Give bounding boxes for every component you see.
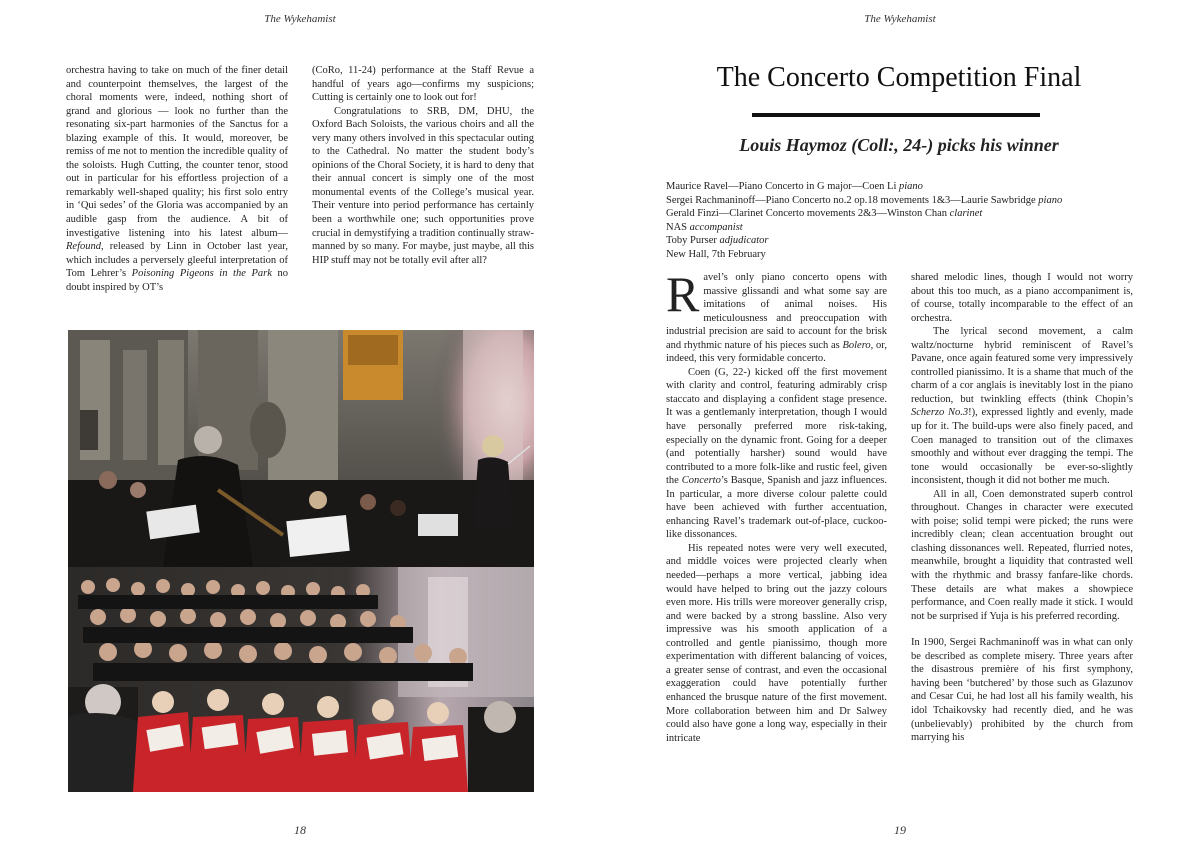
body-paragraph: Ravel’s only piano concerto opens with massive glissandi and what some say are imitations of animal noises. His meticulousness and preoccupation with industrial precision are said to account for the brisk and rhythmic nature of his pieces such as Bolero, or, indeed, this very formidable concerto. [666,266,887,365]
orchestra-photo [68,330,534,567]
body-paragraph: shared melodic lines, though I would not worry about this too much, as a piano accompaniment is, of course, totally incomparable to the effect of an orchestra. [911,272,1133,324]
italic-text: piano [1038,194,1063,206]
body-paragraph: (CoRo, 11-24) performance at the Staff Revue a handful of years ago—confirms my suspicions; Cutting is certainly one to look out for! [312,65,534,104]
body-paragraph: In 1900, Sergei Rachmaninoff was in what can only be described as complete misery. Three years after the disastrous première of his first symphony, having been ‘butchered’ by those such as Glazunov and Cesar Cui, he had lost all his family wealth, his idol Tchaikovsky had recently died, and he was (unbelievably) prohibited by the church from marrying his [911,637,1133,744]
body-paragraph: Coen (G, 22-) kicked off the first movement with clarity and control, featuring admirably crisp staccato and displaying a confident stage presence. It was a gentlemanly interpretation, though I would have personally preferred more risk-taking, especially on the dynamic front. Going for a deeper (and potentially harsher) sound would have contributed to a more folk-like and rustic feel, given the Concerto’s Basque, Spanish and jazz influences. In particular, a more diverse colour palette could have been achieved with further accentuation, enhancing Ravel’s trademark out-of-place, cuckoo-like dissonances. [666,366,888,541]
body-paragraph: orchestra having to take on much of the finer detail and counterpoint themselves, the largest of the choral moments were, indeed, nothing short of grand and glorious — look no further than the resonating six-part harmonies of the Sanctus for a blazing example of this. It would, moreover, be remiss of me not to mention the incredible quality of the soloists. Hugh Cutting, the counter tenor, stood out in particular for his effortless projection of a remarkably well-shaped quality; his first solo entry in ‘Qui sedes’ of the Gloria was accompanied by an audible gasp from the audience. A bit of investigative listening into his latest album—Refound, released by Linn in October last year, which includes a perversely gleeful interpretation of Tom Lehrer’s Poisoning Pigeons in the Park no doubt inspired by OT’s [66,65,289,293]
right-page [600,0,1200,849]
italic-text: clarinet [949,208,983,220]
italic-text: Poisoning Pigeons in the Park [131,268,272,280]
body-paragraph: All in all, Coen demonstrated superb control throughout. Changes in character were executed with poise; solid tempi were picked; the runs were incredibly clean; clean accentuation brought out clashing dissonances well. Repeated, flurried notes, meanwhile, brought a liquidity that contrasted well with the rhythmic and brassy fanfare-like chords. These details are what makes a showpiece performance, and Coen really made it stick. I would not be surprised if Yuja is his preferred recording. [911,488,1133,622]
left-column-2 [312,64,534,267]
programme-line: Gerald Finzi—Clarinet Concerto movements 2&3—Winston Chan clarinet [666,208,983,220]
title-rule [752,113,1040,117]
programme-line: New Hall, 7th February [666,248,766,260]
running-head: The Wykehamist [264,13,336,25]
body-paragraph: The lyrical second movement, a calm waltz/nocturne hybrid reminiscent of Ravel’s Pavane, once again featured some very impressively controlled pianissimo. It is a shame that much of the charm of a cor anglais is inevitably lost in the piano reduction, but twinkling effects (think Chopin’s Scherzo No.3!), expressed lightly and evenly, made up for it. The build-ups were also finely paced, and Coen managed to transition out of the climaxes smoothly and without ever dragging the tempi. The tone would occasionally be ever-so-slightly inconsistent, though it did not bother me much. [911,326,1133,487]
programme-line: Toby Purser adjudicator [666,235,769,247]
italic-text: Scherzo No.3 [911,407,969,419]
right-column-1 [666,266,888,745]
italic-text: adjudicator [719,235,769,247]
right-column-2 [911,271,1133,745]
article-byline: Louis Haymoz (Coll:, 24-) picks his winner [739,135,1059,155]
italic-text: accompanist [689,221,743,233]
left-column-1 [66,64,288,294]
page-number: 18 [294,823,306,837]
running-head: The Wykehamist [864,13,936,25]
concert-programme [666,180,1146,262]
article-title: The Concerto Competition Final [716,62,1082,93]
italic-text: Refound [66,241,101,253]
italic-text: Bolero [842,339,871,351]
body-paragraph: His repeated notes were very well executed, and middle voices were projected clearly when needed—perhaps a more vertical, jabbing idea would have helped to bring out the jazzy colours even more. His trills were moreover generally crisp, and were backed by a strong bassline. Also very impressive was his smooth application of a controlled and gentle pianissimo, though more experimentation with different balancing of voices, a greater sense of contrast, and even the occasional exaggeration could have potentially further enhanced the brusque nature of the first movement. More collaboration between him and Dr Salwey could also have gone a long way, especially in their intricate [666,542,887,744]
programme-line: NAS accompanist [666,221,743,233]
drop-cap: R [666,266,700,322]
programme-line: Sergei Rachmaninoff—Piano Concerto no.2 op.18 movements 1&3—Laurie Sawbridge piano [666,194,1063,206]
page-number: 19 [894,823,906,837]
italic-text: Concerto [681,475,721,487]
programme-line: Maurice Ravel—Piano Concerto in G major—Coen Li piano [666,181,923,192]
italic-text: piano [899,181,923,192]
choir-photo [68,567,534,792]
body-paragraph: Congratulations to SRB, DM, DHU, the Oxford Bach Soloists, the various choirs and all the very many others involved in this spectacular outing to the Cathedral. No matter the student body’s opinions of the Choral Society, it is hard to deny that their annual concert is simply one of the most monumental events of the College’s musical year. Their venture into period performance has certainly been a worthwhile one; such opportunities prove crucial in demystifying a tradition continually straw-manned by so many. For maybe, just maybe, all this HIP stuff may not be totally evil after all? [312,105,534,266]
